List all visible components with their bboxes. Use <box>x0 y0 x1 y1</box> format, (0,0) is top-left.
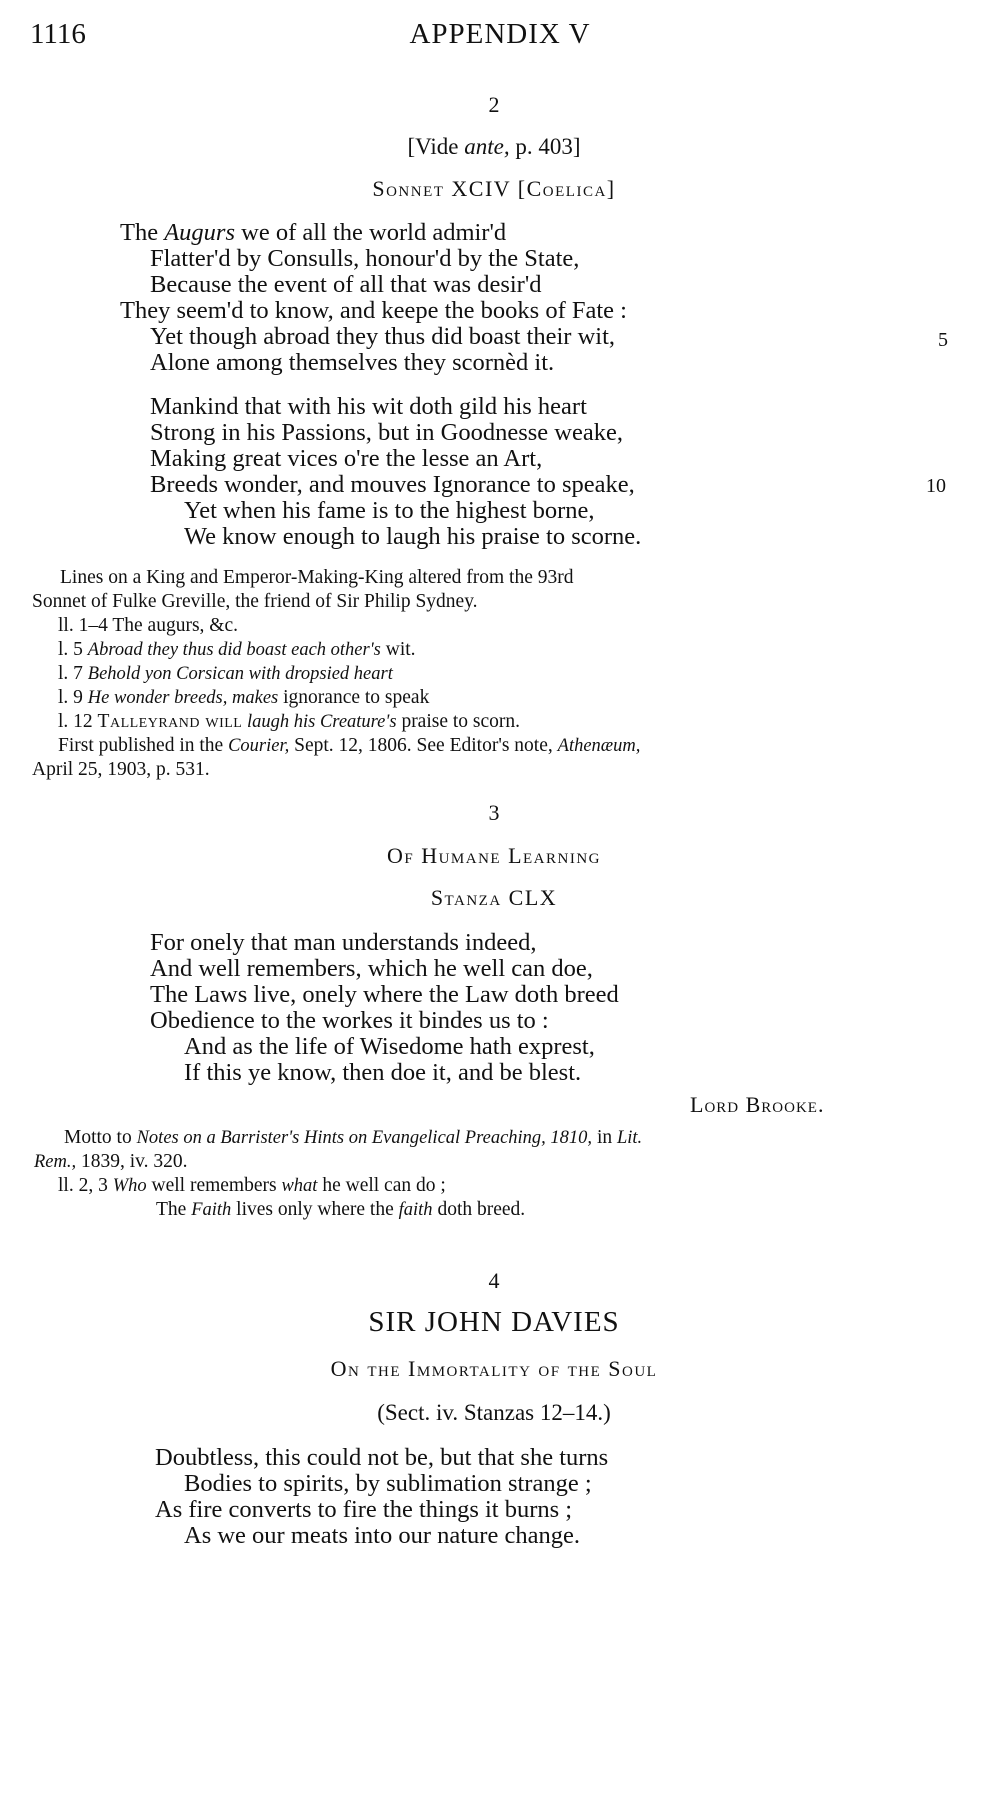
verse-line: Yet when his fame is to the highest borne, <box>184 497 595 524</box>
verse-line: If this ye know, then doe it, and be blest. <box>184 1059 582 1086</box>
variant-note: ll. 1–4 The augurs, &c. <box>58 615 238 636</box>
verse-line: Breeds wonder, and mouves Ignorance to speake, <box>150 471 635 498</box>
author-heading: SIR JOHN DAVIES <box>368 1306 620 1338</box>
verse-line: For onely that man understands indeed, <box>150 929 537 956</box>
section-number: 2 <box>488 92 500 117</box>
line-number: 10 <box>926 475 946 497</box>
section-number: 3 <box>488 800 500 825</box>
page-number: 1116 <box>30 18 86 50</box>
poem-title: Of Humane Learning <box>386 843 602 868</box>
poem-subtitle: (Sect. iv. Stanzas 12–14.) <box>377 1400 611 1425</box>
signature: Lord Brooke. <box>690 1092 825 1117</box>
verse-line: Strong in his Passions, but in Goodnesse weake, <box>150 419 623 446</box>
verse-line: Yet though abroad they thus did boast their wit, <box>150 323 616 350</box>
cross-reference: [Vide ante, p. 403] <box>407 134 581 159</box>
verse-line: And as the life of Wisedome hath exprest, <box>184 1033 595 1060</box>
verse-line: The Augurs we of all the world admir'd <box>120 219 507 246</box>
variant-note: The Faith lives only where the faith doth breed. <box>156 1199 526 1220</box>
verse-line: As we our meats into our nature change. <box>184 1522 580 1549</box>
verse-line: Obedience to the workes it bindes us to : <box>150 1007 549 1034</box>
verse-line: Doubtless, this could not be, but that she turns <box>155 1444 609 1471</box>
editor-note: Motto to Notes on a Barrister's Hints on Evangelical Preaching, 1810, in Lit. <box>64 1127 643 1148</box>
variant-note: l. 7 Behold yon Corsican with dropsied heart <box>58 663 393 684</box>
verse-line: Flatter'd by Consulls, honour'd by the State, <box>150 245 580 272</box>
verse-line: Making great vices o're the lesse an Art, <box>150 445 543 472</box>
running-head: APPENDIX V <box>409 18 591 50</box>
poem-title: Sonnet XCIV [Coelica] <box>372 176 616 201</box>
verse-line: Alone among themselves they scornèd it. <box>150 349 555 376</box>
verse-line: Because the event of all that was desir'd <box>150 271 542 298</box>
publication-note: April 25, 1903, p. 531. <box>32 759 210 780</box>
publication-note: First published in the Courier, Sept. 12, 1806. See Editor's note, Athenæum, <box>58 735 641 756</box>
variant-note: l. 12 Talleyrand will laugh his Creature's praise to scorn. <box>58 711 521 732</box>
variant-note: l. 5 Abroad they thus did boast each other's wit. <box>58 639 416 660</box>
editor-note: Rem., 1839, iv. 320. <box>34 1151 188 1172</box>
variant-note: ll. 2, 3 Who well remembers what he well can do ; <box>58 1175 446 1196</box>
verse-line: And well remembers, which he well can doe, <box>150 955 593 982</box>
editor-note: Lines on a King and Emperor-Making-King altered from the 93rd <box>60 567 574 588</box>
verse-line: As fire converts to fire the things it burns ; <box>155 1496 573 1523</box>
verse-line: The Laws live, onely where the Law doth breed <box>150 981 619 1008</box>
verse-line: They seem'd to know, and keepe the books of Fate : <box>120 297 627 324</box>
section-number: 4 <box>488 1268 500 1293</box>
variant-note: l. 9 He wonder breeds, makes ignorance to speak <box>58 687 430 708</box>
verse-line: Mankind that with his wit doth gild his heart <box>150 393 587 420</box>
line-number: 5 <box>938 329 948 351</box>
poem-subtitle: Stanza CLX <box>430 885 558 910</box>
editor-note: Sonnet of Fulke Greville, the friend of Sir Philip Sydney. <box>32 591 478 612</box>
poem-title: On the Immortality of the Soul <box>330 1356 658 1381</box>
verse-line: Bodies to spirits, by sublimation strange ; <box>184 1470 592 1497</box>
verse-line: We know enough to laugh his praise to scorne. <box>184 523 642 550</box>
